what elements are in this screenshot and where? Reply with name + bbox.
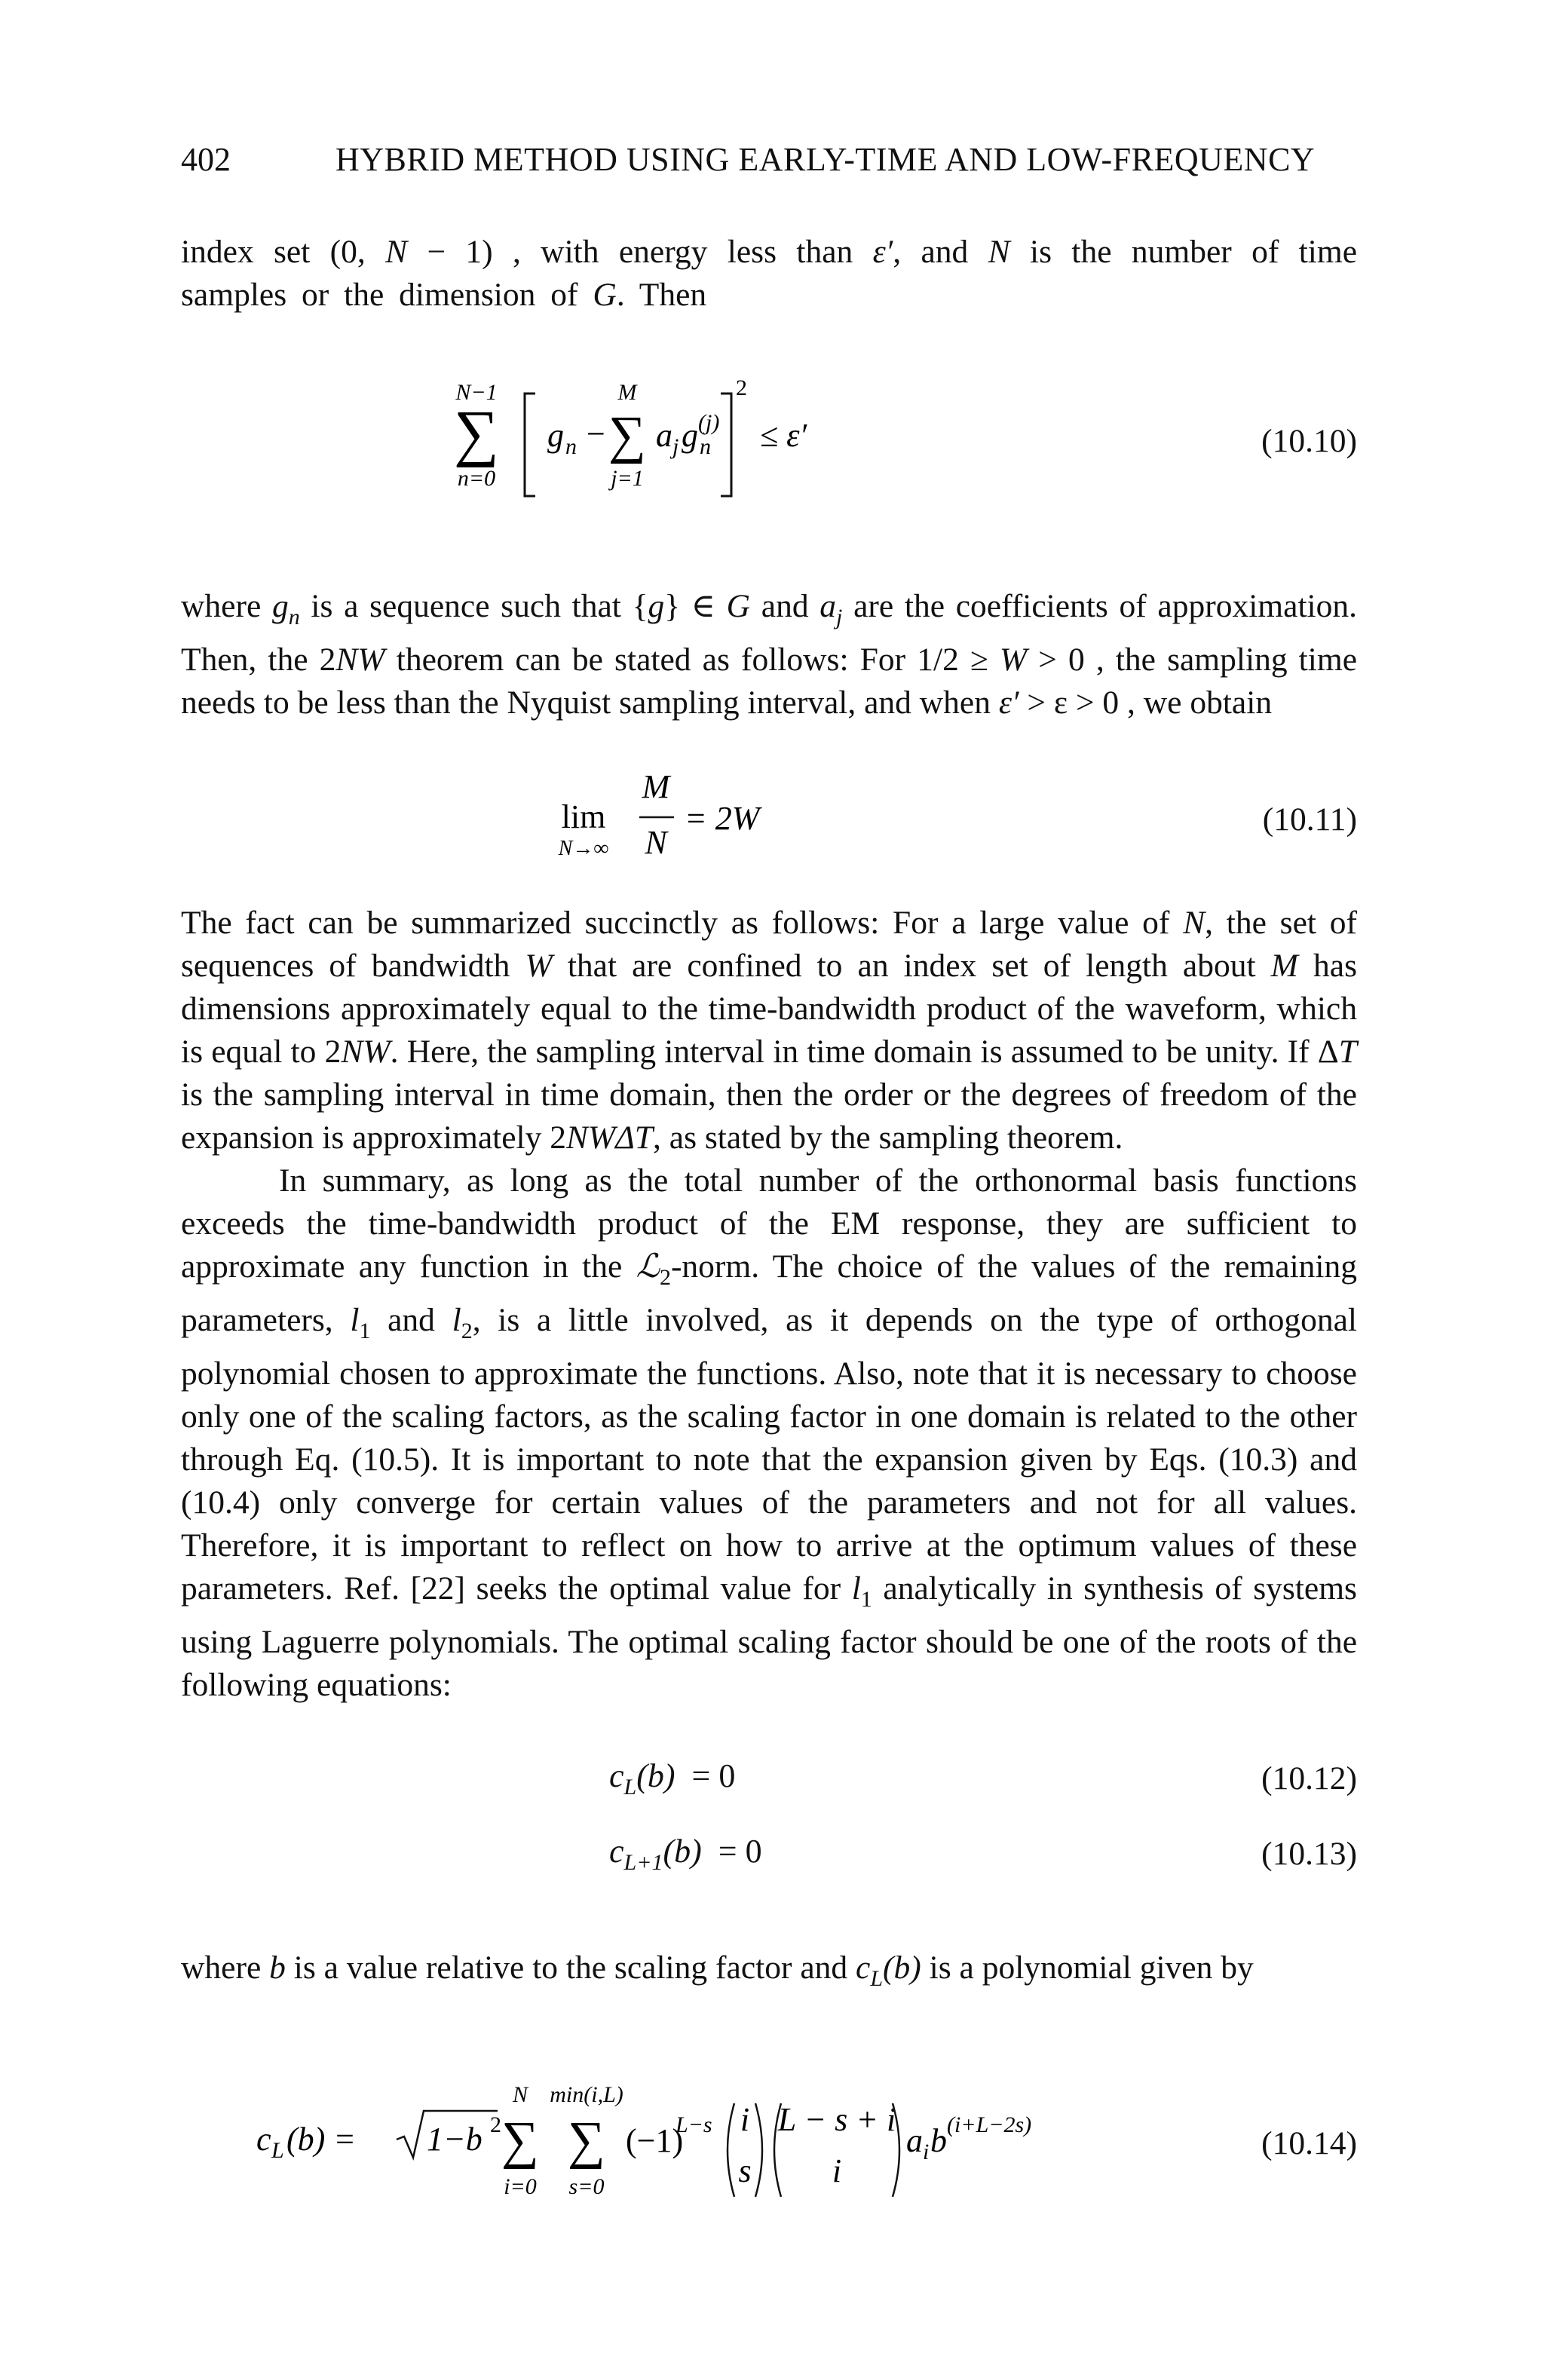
equation-number-10-13: (10.13) xyxy=(1261,1836,1357,1872)
equation-10-11 xyxy=(181,761,1357,867)
eq-sign: (−1) xyxy=(626,2122,684,2159)
eq-binom2-top: L − s + i xyxy=(777,2101,896,2138)
eq-sum1: ∑ xyxy=(501,2112,539,2170)
eq-g: g xyxy=(547,417,564,454)
equation-10-12 xyxy=(181,1757,1357,1809)
eq-rhs: ≤ ε′ xyxy=(760,417,807,454)
eq-sum2-upper: min(i,L) xyxy=(550,2082,623,2107)
eq-gn: g xyxy=(682,417,698,454)
eq-a-sub: j xyxy=(672,434,679,459)
equation-10-10 xyxy=(181,362,1357,520)
eq-right-bracket xyxy=(721,394,731,496)
eq-g-sub: n xyxy=(565,434,577,459)
eq-lhs-c: c xyxy=(256,2121,271,2158)
equation-number-10-10: (10.10) xyxy=(1261,423,1357,459)
eq-lim-sub: N→∞ xyxy=(558,837,609,860)
equation-number-10-14: (10.14) xyxy=(1261,2125,1357,2161)
eq-lhs-arg: (b) = xyxy=(286,2121,356,2158)
eq-binom1-bot: s xyxy=(738,2152,752,2189)
eq-numerator: M xyxy=(642,768,670,805)
equation-10-14 xyxy=(181,2073,1357,2216)
eq-sum2-lower: s=0 xyxy=(568,2174,605,2199)
eq-sqrt-body: 1−b xyxy=(427,2121,482,2158)
eq-sum1-lower: i=0 xyxy=(504,2174,537,2199)
eq-sum-symbol: ∑ xyxy=(454,398,499,468)
equation-number-10-11: (10.11) xyxy=(1262,801,1357,838)
eq-tail-a: a xyxy=(906,2122,923,2159)
eq-gn-sup: (j) xyxy=(698,410,720,435)
paragraph-polynomial: where b is a value relative to the scaling factor and $c_L(b)$ is a polynomial given by xyxy=(181,1950,1254,1991)
eq-tail-sub: i xyxy=(923,2140,930,2164)
eq-lim: lim xyxy=(561,798,606,835)
equation-10-11-formula xyxy=(550,761,927,867)
eq-binom1-right xyxy=(755,2103,762,2197)
eq-binom1-left xyxy=(728,2103,734,2197)
paragraph-2nw-theorem: where $g_n$ is a sequence such that {g} ∈ G and $a_j$ are the coefficients of approximation. Then, the 2NW theorem can be stated as follows: For 1/2 ≥ W > 0 , the sampling time needs to be less than the Nyquist sampling interval, and when ε′ > ε > 0 , we obtain xyxy=(181,588,1358,721)
eq-inner-sum: ∑ xyxy=(608,406,646,464)
eq-denominator: N xyxy=(645,824,667,861)
eq-minus: − xyxy=(587,415,605,452)
paragraph-summary: The fact can be summarized succinctly as follows: For a large value of N, the set of sequences of bandwidth W that are confined to an index set of length about M has dimensions approximately equal to the time-bandwidth product of the waveform, which is equal to 2NW. Here, the sampling interval in time domain is assumed to be unity. If ΔT is the sampling interval in time domain, then the order or the degrees of freedom of the expansion is approximately 2NWΔT, as stated by the sampling theorem. In summary, as long as the total number of the orthonormal basis functions exceeds the time-bandwidth product of the EM response, they are sufficient to approximate any function in the ℒ$_2$-norm. The choice of the values of the remaining parameters, $l_1$ and $l_2$, is a little involved, as it depends on the type of orthogonal polynomial chosen to approximate the functions. Also, note that it is necessary to choose only one of the scaling factors, as the scaling factor in one domain is related to the other through Eq. (10.5). It is important to note that the expansion given by Eqs. (10.3) and (10.4) only converge for certain values of the parameters and not for all values. Therefore, it is important to reflect on how to arrive at the optimum values of these parameters. Ref. [22] seeks the optimal value for $l_1$ analytically in synthesis of systems using Laguerre polynomials. The optimal scaling factor should be one of the roots of the following equations: xyxy=(181,905,1357,1703)
eq-a: a xyxy=(656,417,672,454)
eq-gn-sub: n xyxy=(700,434,711,459)
running-header xyxy=(181,140,1365,185)
eq-sum-lower: n=0 xyxy=(457,466,496,491)
equation-10-12-formula: $c_L(b) = 0$ xyxy=(609,1757,736,1800)
page-number: 402 xyxy=(181,141,231,178)
equation-10-13-formula: $c_{L+1}(b) = 0$ xyxy=(609,1833,762,1875)
eq-sum2: ∑ xyxy=(568,2112,605,2170)
equation-10-10-formula xyxy=(430,362,1259,520)
eq-lhs-sub: L xyxy=(271,2138,284,2163)
equation-10-13 xyxy=(181,1832,1357,1885)
eq-binom2-bot: i xyxy=(832,2152,842,2189)
paragraph-intro: index set (0, N − 1) , with energy less than ε′, and N is the number of time samples or the dimension of G. Then xyxy=(181,234,1358,313)
eq-tail-pow: (i+L−2s) xyxy=(947,2112,1032,2137)
eq-sum1-upper: N xyxy=(512,2082,528,2107)
eq-power: 2 xyxy=(736,375,747,400)
eq-inner-lower: j=1 xyxy=(611,466,644,491)
eq-inner-upper: M xyxy=(617,380,637,405)
equation-number-10-12: (10.12) xyxy=(1261,1760,1357,1796)
equation-10-14-formula xyxy=(219,2073,1176,2216)
eq-sqrt-pow: 2 xyxy=(490,2112,501,2137)
eq-sum-upper: N−1 xyxy=(455,380,498,405)
eq-rhs: = 2W xyxy=(685,800,760,837)
eq-left-bracket xyxy=(525,394,535,496)
running-title: HYBRID METHOD USING EARLY-TIME AND LOW-FREQUENCY xyxy=(335,141,1316,178)
eq-tail-b: b xyxy=(930,2122,947,2159)
eq-binom1-top: i xyxy=(740,2101,750,2138)
eq-sign-pow: L−s xyxy=(676,2112,712,2137)
